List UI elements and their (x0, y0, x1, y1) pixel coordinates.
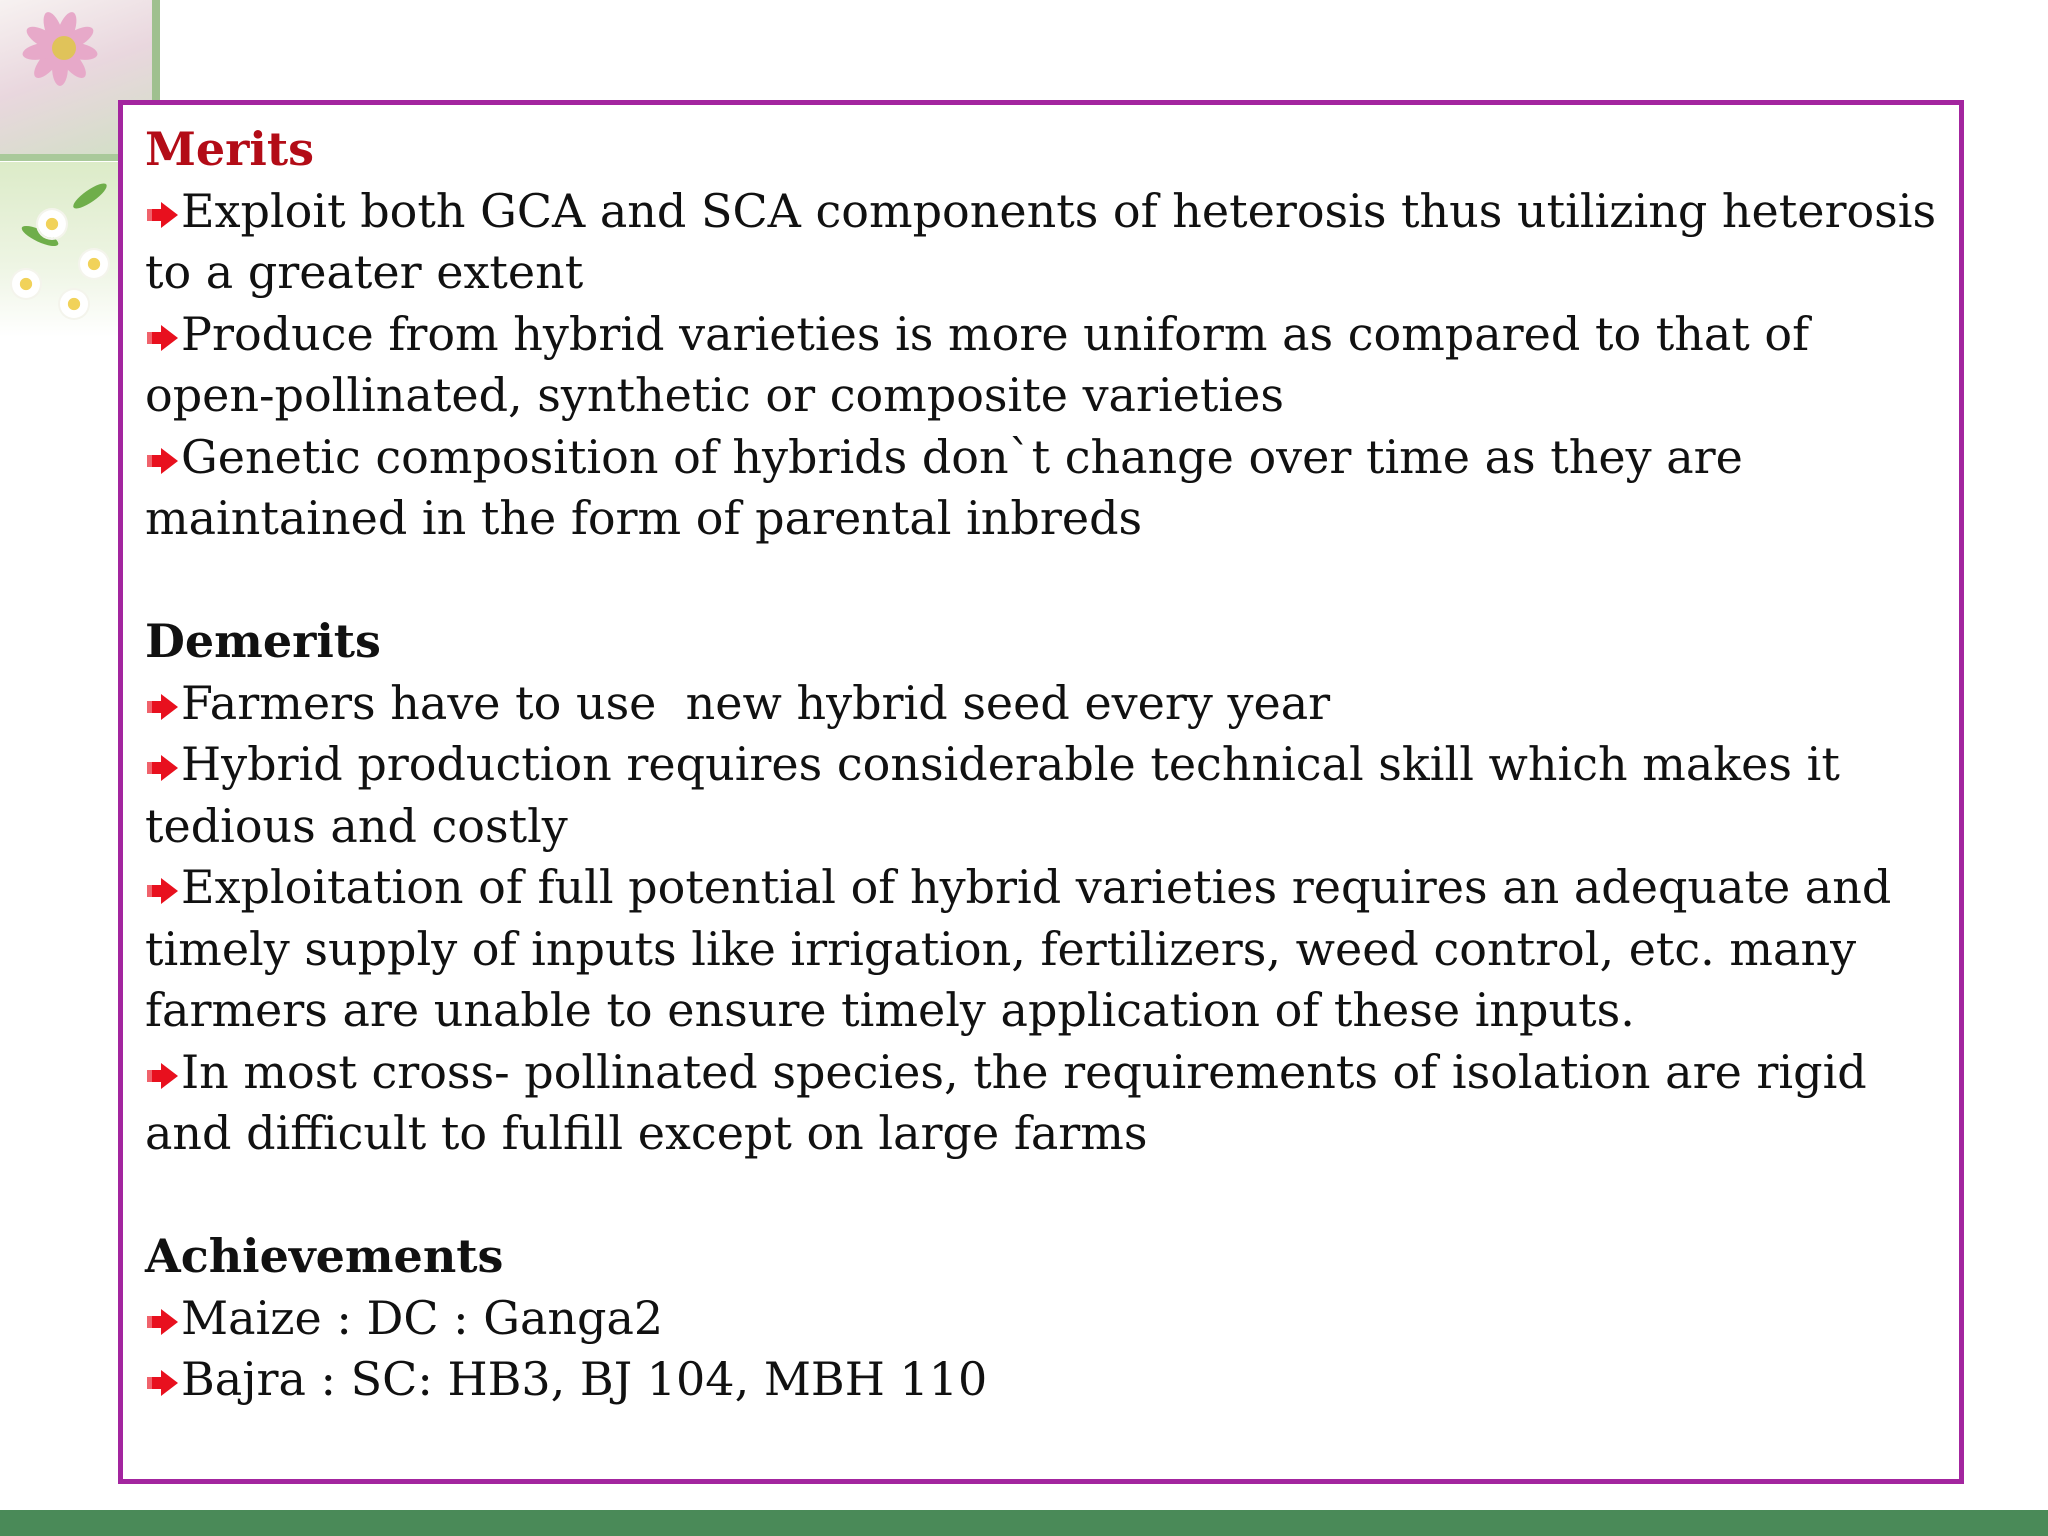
achievements-item-text: Maize : DC : Ganga2 (181, 1290, 664, 1345)
red-arrow-icon (145, 1061, 181, 1091)
merits-item (145, 181, 1941, 304)
demerits-item-text: Hybrid production requires considerable technical skill which makes it tedious and costly (145, 737, 1840, 853)
red-arrow-icon (145, 323, 181, 353)
demerits-item-text: Farmers have to use new hybrid seed every year (181, 675, 1331, 730)
merits-item-text: Exploit both GCA and SCA components of heterosis thus utilizing heterosis to a greater extent (145, 183, 1937, 299)
demerits-heading: Demerits (145, 614, 381, 668)
merits-item (145, 304, 1941, 427)
merits-item (145, 427, 1941, 550)
merits-item-text: Produce from hybrid varieties is more uniform as compared to that of open-pollinated, synthetic or composite varieties (145, 306, 1810, 422)
red-arrow-icon (145, 753, 181, 783)
red-arrow-icon (145, 1307, 181, 1337)
demerits-item-text: Exploitation of full potential of hybrid varieties requires an adequate and timely supply of inputs like irrigation, fertilizers, weed control, etc. many farmers are unable to ensure timely application of these inputs. (145, 860, 1892, 1037)
red-arrow-icon (145, 692, 181, 722)
red-arrow-icon (145, 1368, 181, 1398)
achievements-heading: Achievements (145, 1229, 504, 1283)
section-spacer (145, 1165, 1941, 1227)
demerits-item (145, 734, 1941, 857)
achievements-item (145, 1288, 1941, 1350)
merits-item-text: Genetic composition of hybrids don`t change over time as they are maintained in the form of parental inbreds (145, 429, 1743, 545)
daisy-shape (80, 250, 108, 278)
demerits-item (145, 857, 1941, 1042)
daisy-shape (60, 290, 88, 318)
daisy-shape (38, 210, 66, 238)
red-arrow-icon (145, 446, 181, 476)
achievements-item (145, 1349, 1941, 1411)
demerits-item (145, 1042, 1941, 1165)
merits-heading: Merits (145, 122, 315, 176)
red-arrow-icon (145, 876, 181, 906)
achievements-item-text: Bajra : SC: HB3, BJ 104, MBH 110 (181, 1352, 988, 1406)
footer-bar (0, 1510, 2048, 1536)
demerits-item-text: In most cross- pollinated species, the requirements of isolation are rigid and difficult to fulfill except on large farms (145, 1044, 1867, 1160)
daisy-shape (12, 270, 40, 298)
flower-center (52, 36, 76, 60)
red-arrow-icon (145, 200, 181, 230)
content-box (118, 100, 1964, 1484)
section-spacer (145, 550, 1941, 612)
demerits-item (145, 673, 1941, 735)
